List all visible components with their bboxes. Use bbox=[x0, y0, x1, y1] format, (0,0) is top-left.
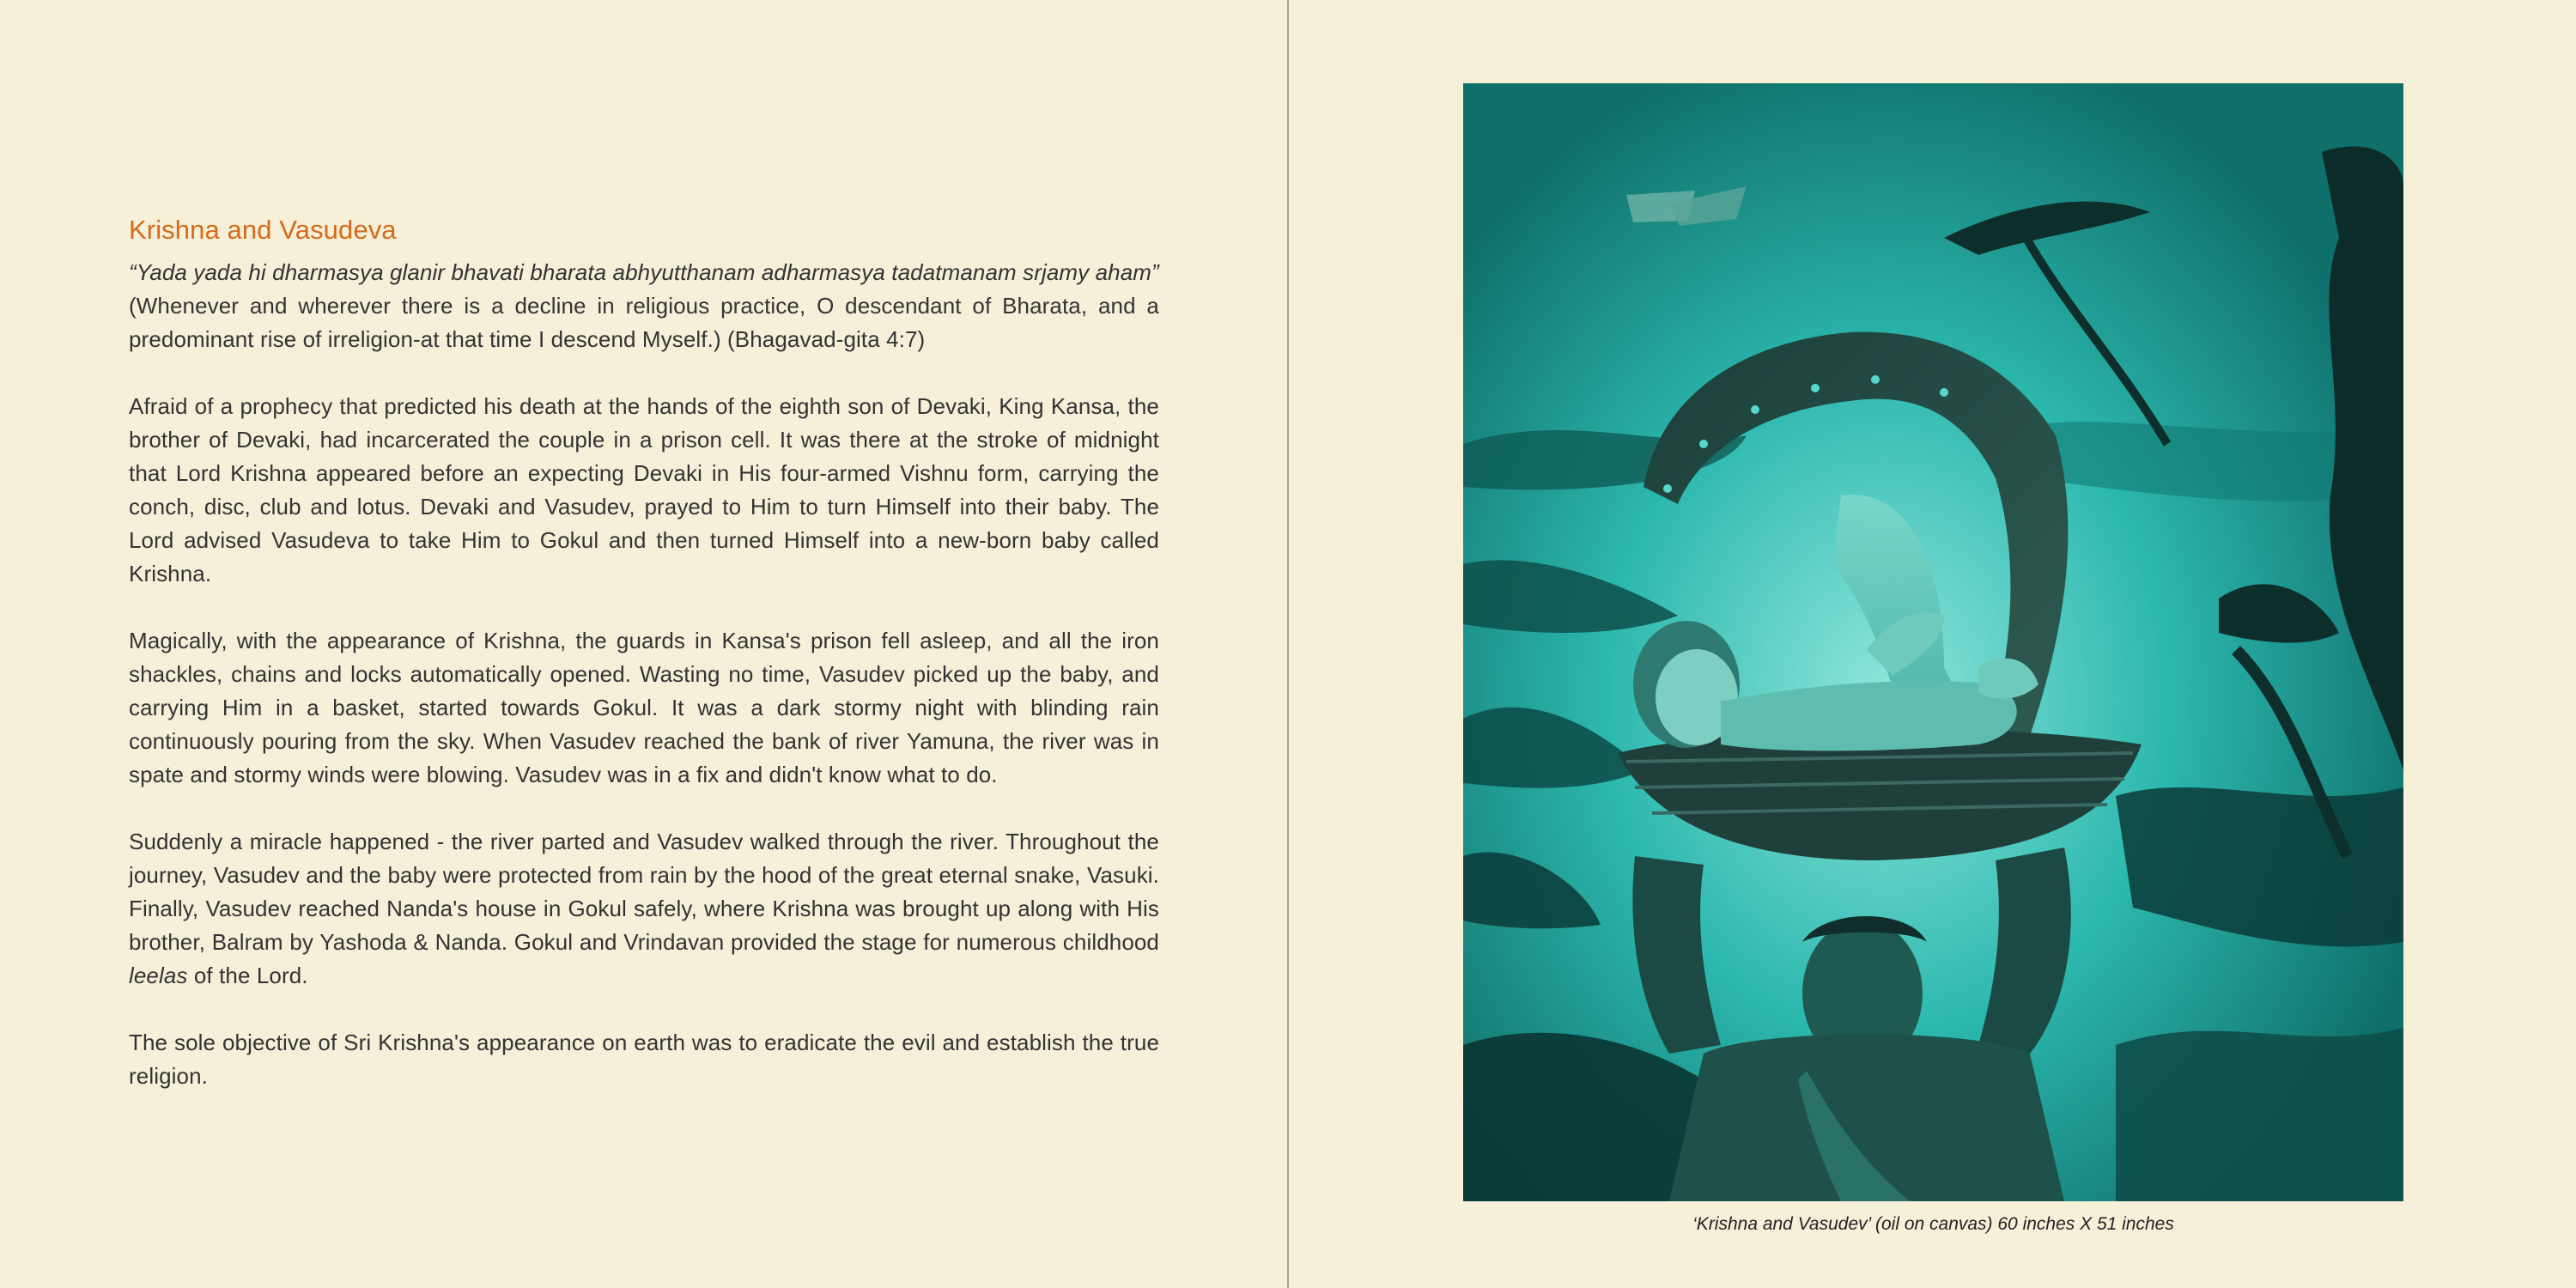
page-title: Krishna and Vasudeva bbox=[129, 215, 397, 245]
painting-image bbox=[1463, 83, 2403, 1201]
paragraph-3-end: of the Lord. bbox=[187, 963, 308, 988]
paragraph-3 bbox=[129, 825, 1159, 993]
verse-quote: “Yada yada hi dharmasya glanir bhavati bharata abhyutthanam adharmasya tadatmanam srjamy aham” bbox=[129, 259, 1159, 285]
left-page bbox=[0, 0, 1287, 1288]
right-page bbox=[1289, 0, 2576, 1288]
paragraph-3-main: Suddenly a miracle happened - the river parted and Vasudev walked through the river. Throughout the journey, Vasudev and the baby were protected from rain by the hood of the great eternal snake, Vasuki. Finally, Vasudev reached Nanda's house in Gokul safely, where Krishna was brought up along with His brother, Balram by Yashoda & Nanda. Gokul and Vrindavan provided the stage for numerous childhood bbox=[129, 829, 1159, 955]
paragraph-4: The sole objective of Sri Krishna's appearance on earth was to eradicate the evil and establish the true religion. bbox=[129, 1030, 1159, 1089]
paragraph-2: Magically, with the appearance of Krishna, the guards in Kansa's prison fell asleep, and all the iron shackles, chains and locks automatically opened. Wasting no time, Vasudev picked up the baby, and carrying Him in a basket, started towards Gokul. It was a dark stormy night with blinding rain continuously pouring from the sky. When Vasudev reached the bank of river Yamuna, the river was in spate and stormy winds were blowing. Vasudev was in a fix and didn't know what to do. bbox=[129, 628, 1159, 787]
paragraph-3-italic: leelas bbox=[129, 963, 188, 988]
paragraph-1: Afraid of a prophecy that predicted his death at the hands of the eighth son of Devaki, King Kansa, the brother of Devaki, had incarcerated the couple in a prison cell. It was there at the stroke of midnight that Lord Krishna appeared before an expecting Devaki in His four-armed Vishnu form, carrying the conch, disc, club and lotus. Devaki and Vasudev, prayed to Him to turn Himself into their baby. The Lord advised Vasudeva to take Him to Gokul and then turned Himself into a new-born baby called Krishna. bbox=[129, 393, 1159, 586]
painting-caption: ‘Krishna and Vasudev’ (oil on canvas) 60 inches X 51 inches bbox=[1692, 1214, 2174, 1234]
verse-translation: (Whenever and wherever there is a decline in religious practice, O descendant of Bharata, and a predominant rise of irreligion-at that time I descend Myself.) (Bhagavad-gita 4:7) bbox=[129, 293, 1159, 352]
text-block bbox=[129, 213, 1159, 1127]
